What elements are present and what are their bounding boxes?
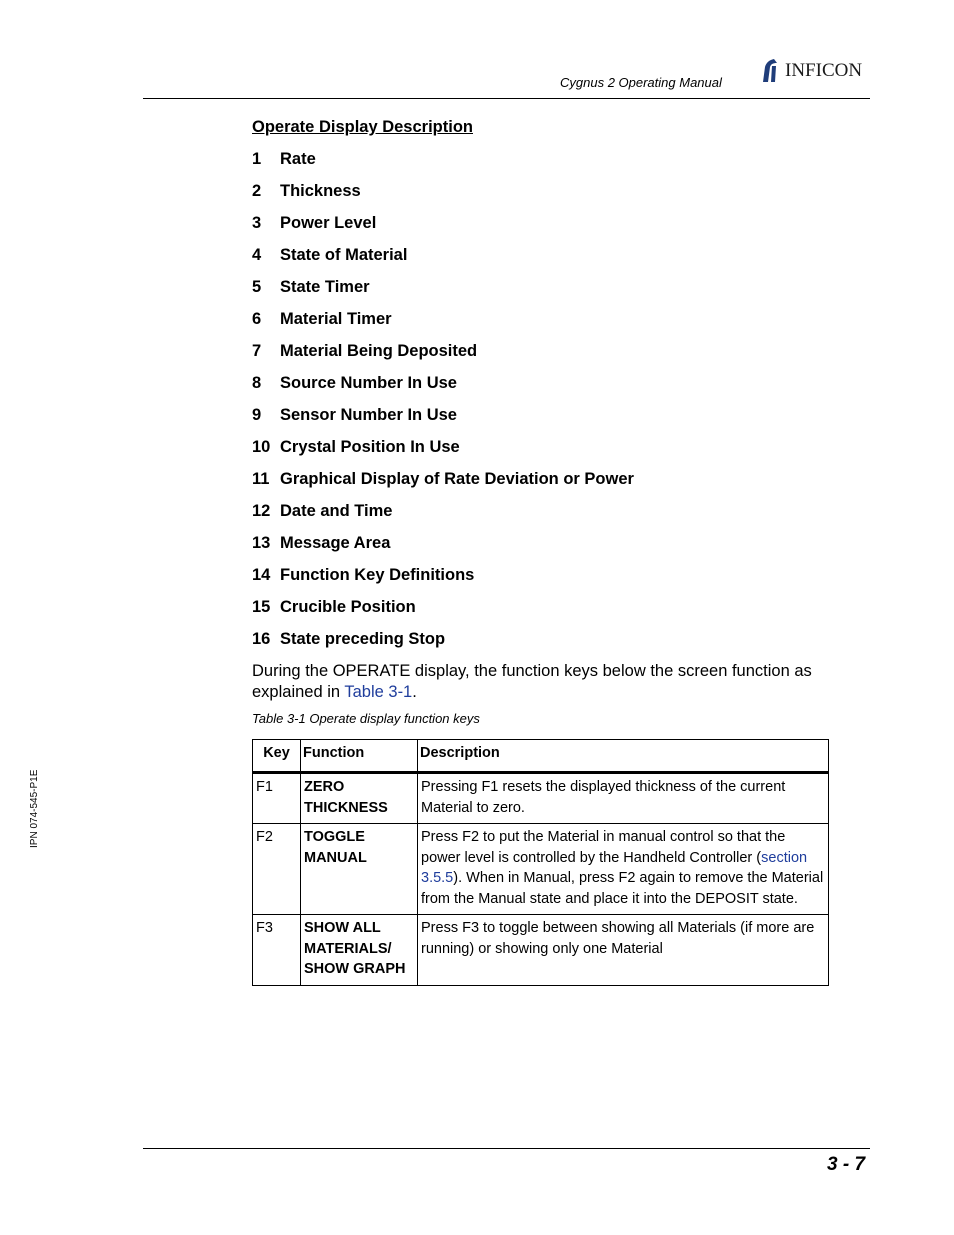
item-label: Graphical Display of Rate Deviation or Power: [280, 470, 634, 488]
list-item: [252, 566, 474, 585]
list-item: [252, 310, 392, 329]
list-item: [252, 246, 407, 265]
table-row: [253, 773, 829, 824]
function-line: TOGGLE: [304, 829, 365, 845]
item-number: 11: [252, 470, 270, 488]
list-item: [252, 534, 390, 553]
item-label: State of Material: [280, 246, 408, 264]
item-number: 14: [252, 566, 271, 584]
item-number: 9: [252, 406, 262, 424]
list-item: [252, 406, 457, 425]
manual-title: Cygnus 2 Operating Manual: [560, 75, 722, 90]
header-rule: [143, 98, 870, 99]
item-label: Crucible Position: [280, 598, 416, 616]
section-heading[interactable]: Operate Display Description: [252, 118, 473, 136]
item-label: Date and Time: [280, 502, 393, 520]
table-row: [253, 824, 829, 915]
paragraph-text-end: .: [412, 683, 417, 701]
inficon-logo: [760, 58, 872, 84]
item-label: Function Key Definitions: [280, 566, 475, 584]
item-label: Material Timer: [280, 310, 392, 328]
item-number: 4: [252, 246, 262, 264]
table-reference-link[interactable]: Table 3-1: [344, 683, 413, 701]
function-line: MATERIALS/: [304, 940, 392, 957]
list-item: [252, 438, 460, 457]
column-header-key: Key: [253, 740, 301, 773]
list-item: [252, 470, 634, 489]
footer-rule: [143, 1148, 870, 1149]
table-header-row: [253, 740, 829, 773]
item-number: 16: [252, 630, 271, 648]
list-item: [252, 342, 477, 361]
list-item: [252, 374, 457, 393]
paragraph-text: During the OPERATE display, the function keys below the screen function as explained in: [252, 662, 812, 701]
list-item: [252, 502, 392, 521]
logo-wordmark: INFICON: [785, 60, 863, 81]
list-item: [252, 150, 316, 169]
item-label: Source Number In Use: [280, 374, 457, 392]
inficon-logo-icon: [760, 58, 782, 84]
item-label: Sensor Number In Use: [280, 406, 457, 424]
list-item: [252, 214, 376, 233]
table-caption: Table 3-1 Operate display function keys: [252, 711, 480, 726]
function-cell: [301, 915, 418, 986]
item-number: 3: [252, 214, 262, 232]
item-number: 15: [252, 598, 271, 616]
item-number: 6: [252, 310, 262, 328]
item-label: Thickness: [280, 182, 361, 200]
list-item: [252, 598, 416, 617]
function-cell: [301, 824, 418, 915]
item-label: Material Being Deposited: [280, 342, 478, 360]
column-header-function: Function: [301, 740, 418, 773]
function-line: SHOW ALL: [304, 920, 381, 936]
description-cell: Press F3 to toggle between showing all Materials (if more are running) or showing only one Material: [418, 915, 829, 986]
item-number: 8: [252, 374, 262, 392]
intro-paragraph: [252, 661, 842, 703]
table-row: [253, 915, 829, 986]
description-text: Press F2 to put the Material in manual control so that the power level is controlled by the Handheld Controller (: [421, 829, 786, 866]
section-reference-link[interactable]: section 3.5.5: [421, 849, 808, 886]
item-label: Crystal Position In Use: [280, 438, 460, 456]
list-item: [252, 278, 370, 297]
function-keys-table: [252, 739, 829, 986]
item-label: State Timer: [280, 278, 370, 296]
item-label: Power Level: [280, 214, 377, 232]
item-number: 2: [252, 182, 262, 200]
list-item: [252, 182, 361, 201]
key-cell: F3: [253, 915, 301, 986]
document-id: IPN 074-545-P1E: [29, 769, 40, 848]
function-line: THICKNESS: [304, 799, 388, 816]
item-number: 5: [252, 278, 262, 296]
description-cell: Pressing F1 resets the displayed thickness of the current Material to zero.: [418, 773, 829, 824]
list-item: [252, 630, 445, 649]
page-number: 3 - 7: [827, 1154, 866, 1175]
key-cell: F2: [253, 824, 301, 915]
item-number: 12: [252, 502, 271, 520]
item-number: 1: [252, 150, 262, 168]
function-line: MANUAL: [304, 849, 367, 866]
item-label: Rate: [280, 150, 316, 168]
description-cell: [418, 824, 829, 915]
function-line: ZERO: [304, 779, 345, 795]
key-cell: F1: [253, 773, 301, 824]
item-label: Message Area: [280, 534, 391, 552]
item-label: State preceding Stop: [280, 630, 446, 648]
item-number: 7: [252, 342, 262, 360]
function-line: SHOW GRAPH: [304, 961, 406, 977]
description-text-end: ). When in Manual, press F2 again to remove the Material from the Manual state and place it into the DEPOSIT state.: [421, 870, 824, 907]
column-header-description: Description: [418, 740, 829, 773]
item-number: 10: [252, 438, 271, 456]
function-cell: [301, 773, 418, 824]
item-number: 13: [252, 534, 271, 552]
